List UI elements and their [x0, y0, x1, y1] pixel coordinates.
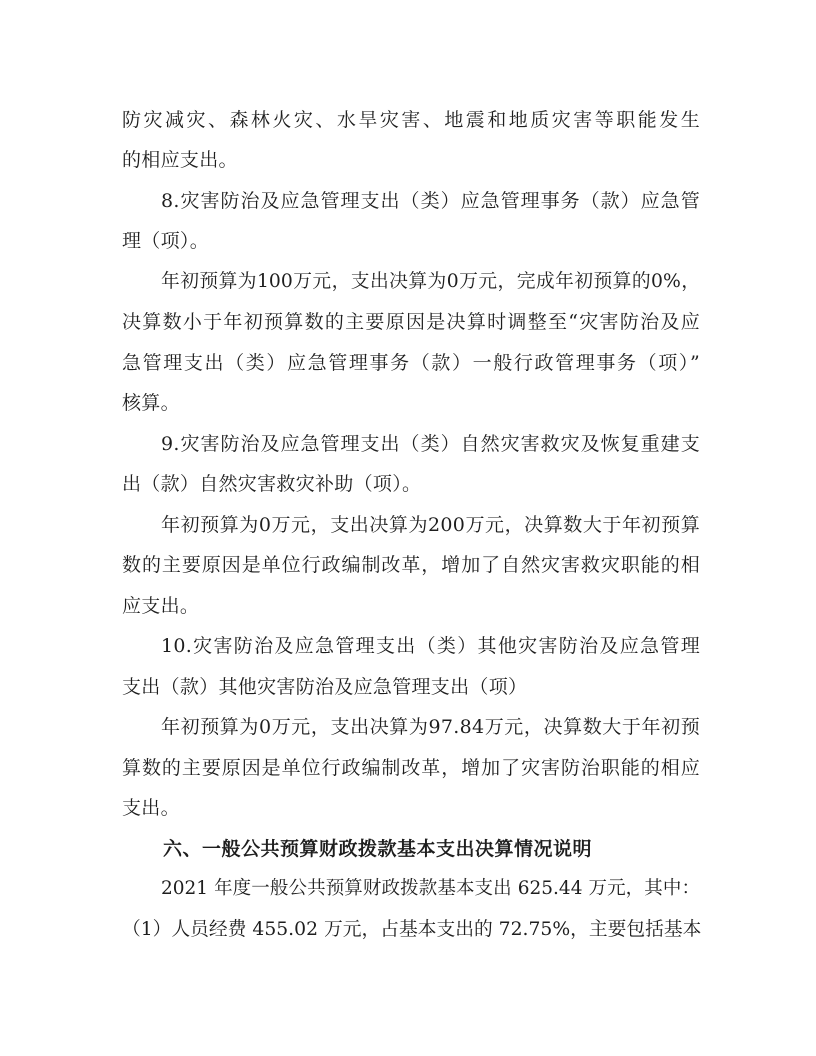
- body-text-line: 年初预算为0万元，支出决算为97.84万元，决算数大于年初预: [161, 716, 700, 738]
- body-text-line: 急管理支出（类）应急管理事务（款）一般行政管理事务（项）”: [122, 352, 700, 374]
- body-text-line: 决算数小于年初预算数的主要原因是决算时调整至“灾害防治及应: [122, 311, 700, 333]
- body-text-line: 数的主要原因是单位行政编制改革，增加了自然灾害救灾职能的相: [122, 554, 700, 576]
- body-text-line: （1）人员经费 455.02 万元，占基本支出的 72.75%，主要包括基本: [122, 919, 702, 940]
- body-text-line: 的相应支出。: [122, 149, 238, 171]
- item-10-heading-line: 支出（款）其他灾害防治及应急管理支出（项）: [122, 676, 528, 698]
- body-text-line: 年初预算为100万元，支出决算为0万元，完成年初预算的0%，: [161, 271, 700, 292]
- body-text-line: 应支出。: [122, 595, 200, 617]
- body-text-line: 2021 年度一般公共预算财政拨款基本支出 625.44 万元，其中：: [161, 878, 700, 899]
- body-text-line: 年初预算为0万元，支出决算为200万元，决算数大于年初预算: [161, 514, 700, 536]
- item-8-heading-line: 理（项）。: [122, 230, 210, 252]
- body-text-line: 支出。: [122, 797, 180, 819]
- body-text-line: 防灾减灾、森林火灾、水旱灾害、地震和地质灾害等职能发生: [122, 109, 700, 131]
- item-9-heading-line: 9.灾害防治及应急管理支出（类）自然灾害救灾及恢复重建支: [161, 433, 700, 455]
- item-8-heading-line: 8.灾害防治及应急管理支出（类）应急管理事务（款）应急管: [161, 190, 700, 212]
- item-9-heading-line: 出（款）自然灾害救灾补助（项）。: [122, 473, 422, 495]
- section-6-heading: 六、一般公共预算财政拨款基本支出决算情况说明: [163, 838, 593, 860]
- body-text-line: 算数的主要原因是单位行政编制改革，增加了灾害防治职能的相应: [122, 757, 700, 779]
- item-10-heading-line: 10.灾害防治及应急管理支出（类）其他灾害防治及应急管理: [161, 635, 700, 657]
- body-text-line: 核算。: [122, 392, 180, 414]
